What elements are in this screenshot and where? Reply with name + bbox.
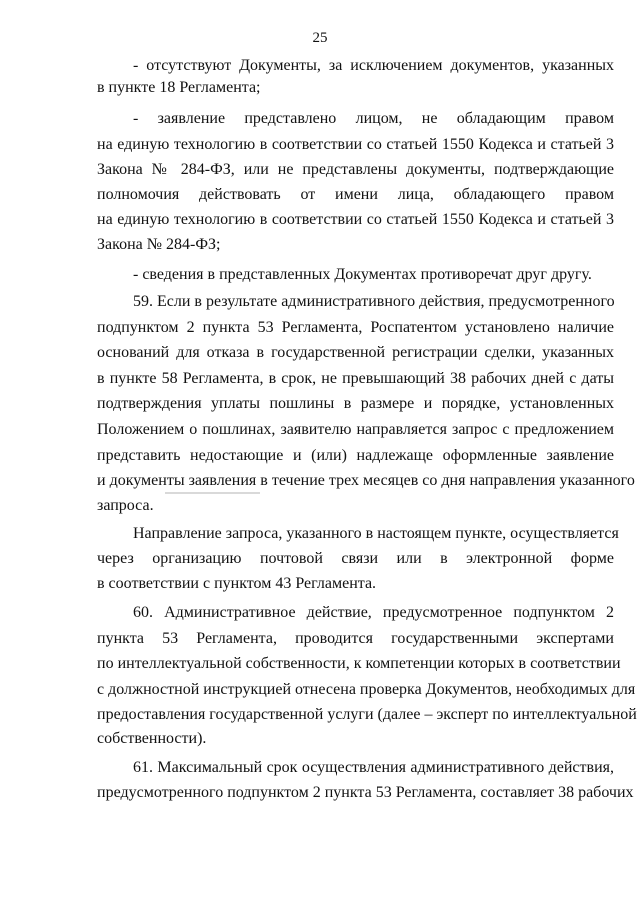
text-line: через организацию почтовой связи или в электронной форме — [97, 550, 614, 567]
text-line: 60. Административное действие, предусмотренное подпунктом 2 — [133, 604, 614, 621]
text-line: предоставления государственной услуги (далее – эксперт по интеллектуальной — [97, 706, 637, 723]
text-line: 61. Максимальный срок осуществления административного действия, — [133, 759, 614, 776]
text-line: Закона № 284-ФЗ, или не представлены документы, подтверждающие — [97, 161, 614, 178]
text-line: полномочия действовать от имени лица, обладающего правом — [97, 186, 614, 203]
text-line: подпунктом 2 пункта 53 Регламента, Роспатентом установлено наличие — [97, 319, 614, 336]
scan-smudge — [165, 492, 260, 494]
text-line: предусмотренного подпунктом 2 пункта 53 Регламента, составляет 38 рабочих — [97, 784, 634, 801]
text-line: на единую технологию в соответствии со статьей 1550 Кодекса и статьей 3 — [97, 136, 614, 153]
page-number: 25 — [312, 30, 328, 46]
text-line: в пункте 58 Регламента, в срок, не превышающий 38 рабочих дней с даты — [97, 370, 614, 387]
text-line: подтверждения уплаты пошлины в размере и порядке, установленных — [97, 395, 614, 412]
text-line: запроса. — [97, 497, 154, 514]
text-line: Положением о пошлинах, заявителю направляется запрос с предложением — [97, 421, 614, 438]
text-line: - сведения в представленных Документах противоречат друг другу. — [133, 266, 592, 283]
text-line: Закона № 284-ФЗ; — [97, 236, 221, 253]
text-line: и документы заявления в течение трех месяцев со дня направления указанного — [97, 472, 635, 489]
text-line: в пункте 18 Регламента; — [97, 79, 261, 96]
text-line: 59. Если в результате административного действия, предусмотренного — [133, 293, 615, 310]
text-line: Направление запроса, указанного в настоящем пункте, осуществляется — [133, 525, 619, 542]
text-line: представить недостающие и (или) надлежаще оформленные заявление — [97, 447, 614, 464]
text-line: - заявление представлено лицом, не обладающим правом — [133, 110, 614, 127]
text-line: оснований для отказа в государственной регистрации сделки, указанных — [97, 344, 614, 361]
text-line: в соответствии с пунктом 43 Регламента. — [97, 575, 377, 592]
text-line: на единую технологию в соответствии со статьей 1550 Кодекса и статьей 3 — [97, 211, 614, 228]
text-line: по интеллектуальной собственности, к компетенции которых в соответствии — [97, 655, 621, 672]
text-line: - отсутствуют Документы, за исключением документов, указанных — [133, 57, 614, 74]
text-line: с должностной инструкцией отнесена проверка Документов, необходимых для — [97, 681, 636, 698]
text-line: собственности). — [97, 730, 207, 747]
text-line: пункта 53 Регламента, проводится государственными экспертами — [97, 630, 614, 647]
